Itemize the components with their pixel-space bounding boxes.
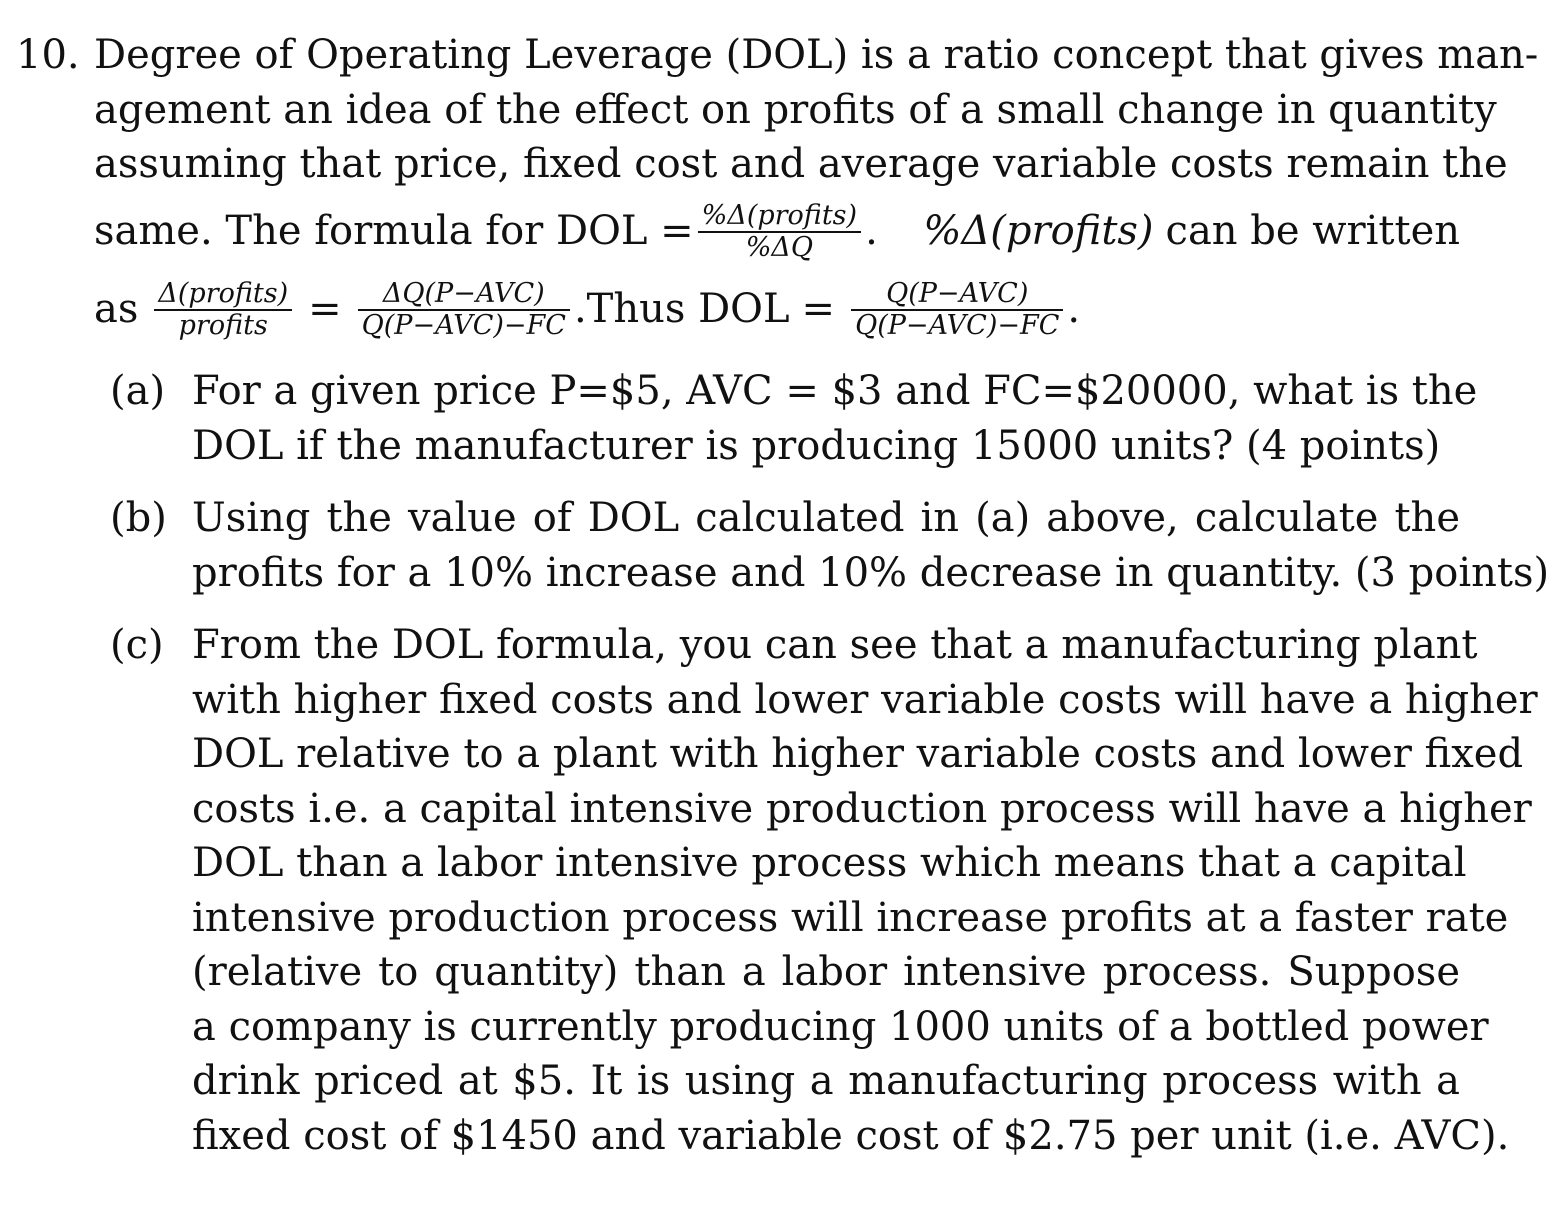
- part-a: [110, 364, 1478, 473]
- profit-change-numerator: Δ(profits): [154, 279, 292, 311]
- dol-result-denominator: Q(P−AVC)−FC: [855, 309, 1060, 341]
- dol-result-fraction: [851, 279, 1063, 341]
- part-line: intensive production process will increase profits at a faster rate: [192, 894, 1509, 941]
- part-line: fixed cost of $1450 and variable cost of $2.75 per unit (i.e. AVC).: [192, 1112, 1510, 1159]
- part-line: costs i.e. a capital intensive production process will have a higher: [192, 785, 1532, 832]
- part-line: DOL relative to a plant with higher variable costs and lower fixed: [192, 731, 1524, 777]
- problem-10: [16, 28, 1539, 348]
- part-line: a company is currently producing 1000 units of a bottled power: [192, 1003, 1489, 1050]
- part-label: (c): [110, 622, 164, 668]
- part-c: [110, 618, 1538, 1163]
- dol-result-numerator: Q(P−AVC): [851, 279, 1063, 311]
- part-line: with higher fixed costs and lower variable costs will have a higher: [192, 676, 1538, 723]
- part-label: (a): [110, 368, 166, 414]
- formula-prefix: same. The formula for DOL =: [94, 208, 694, 255]
- dol-fraction-numerator: %Δ(profits): [698, 201, 861, 233]
- profit-change-denominator: profits: [178, 309, 268, 341]
- delta-q-denominator: Q(P−AVC)−FC: [361, 309, 566, 341]
- part-line: drink priced at $5. It is using a manufacturing process with a: [192, 1058, 1460, 1104]
- part-line: (relative to quantity) than a labor intensive process. Suppose: [192, 949, 1460, 995]
- intro-line: assuming that price, fixed cost and average variable costs remain the: [94, 141, 1508, 187]
- part-text: [192, 618, 1538, 1163]
- part-line: DOL if the manufacturer is producing 15000 units? (4 points): [192, 422, 1441, 469]
- formula-period: .: [865, 208, 878, 255]
- part-line: From the DOL formula, you can see that a manufacturing plant: [192, 622, 1478, 668]
- problem-number: 10.: [16, 32, 80, 78]
- equals-sign: =: [308, 286, 342, 333]
- derivation-end: .: [1067, 286, 1081, 333]
- part-label: (b): [110, 495, 167, 541]
- part-line: Using the value of DOL calculated in (a) above, calculate the: [192, 495, 1460, 541]
- dol-derivation-line: [94, 272, 1460, 348]
- delta-q-numerator: ΔQ(P−AVC): [358, 279, 570, 311]
- derivation-as: as: [94, 286, 139, 333]
- part-b: [110, 491, 1550, 600]
- dol-fraction: [698, 201, 861, 263]
- profit-change-fraction: [154, 279, 292, 341]
- part-line: profits for a 10% increase and 10% decrease in quantity. (3 points): [192, 549, 1550, 596]
- delta-q-fraction: [358, 279, 570, 341]
- intro-line: Degree of Operating Leverage (DOL) is a ratio concept that gives man-: [94, 32, 1539, 78]
- problem-intro: [94, 28, 1539, 348]
- subquestions: [110, 364, 1550, 1181]
- dol-formula-line: [94, 194, 1460, 270]
- thus-dol-text: .Thus DOL: [573, 286, 790, 333]
- part-text: [192, 491, 1550, 600]
- intro-line: agement an idea of the effect on profits of a small change in quantity: [94, 86, 1497, 133]
- part-line: DOL than a labor intensive process which means that a capital: [192, 840, 1467, 886]
- equals-sign: =: [801, 286, 836, 333]
- formula-suffix: can be written: [1165, 208, 1460, 255]
- part-text: [192, 364, 1478, 473]
- dol-fraction-denominator: %ΔQ: [745, 231, 814, 263]
- part-line: For a given price P=$5, AVC = $3 and FC=$20000, what is the: [192, 368, 1478, 414]
- pct-profits-term: %Δ(profits): [923, 208, 1154, 255]
